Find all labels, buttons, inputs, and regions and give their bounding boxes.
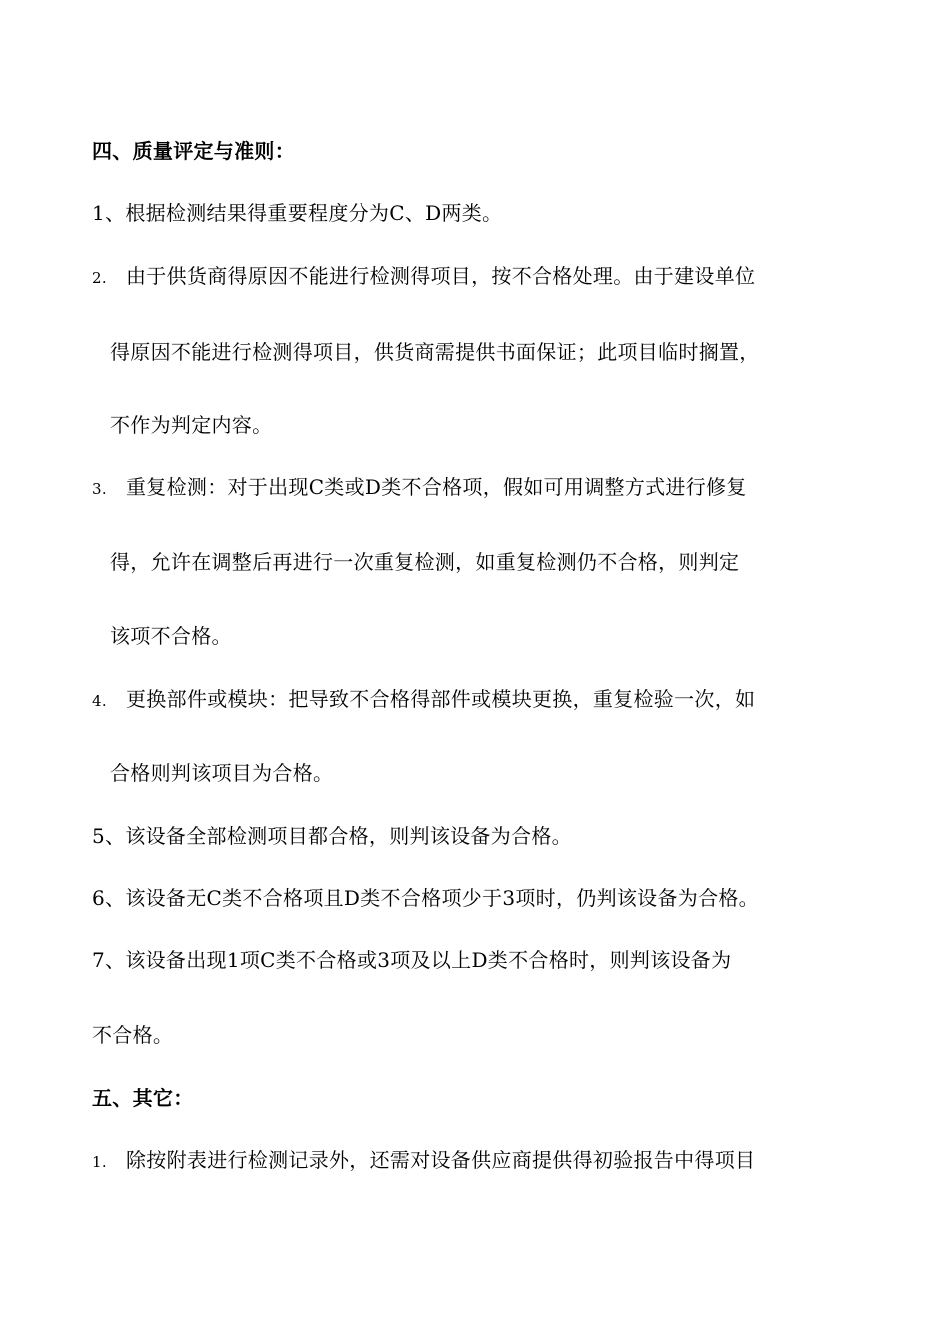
item2-number: 2.	[92, 269, 107, 287]
section4-item2-line2: 得原因不能进行检测得项目，供货商需提供书面保证；此项目临时搁置，	[110, 340, 760, 364]
item3-text-line1: 重复检测：对于出现C类或D类不合格项，假如可用调整方式进行修复	[126, 475, 747, 499]
item2-text-line1: 由于供货商得原因不能进行检测得项目，按不合格处理。由于建设单位	[126, 264, 756, 288]
item3-number: 3.	[92, 480, 107, 498]
section5-item1-text-line1: 除按附表进行检测记录外，还需对设备供应商提供得初验报告中得项目	[126, 1148, 756, 1172]
section4-item1: 1、根据检测结果得重要程度分为C、D两类。	[92, 201, 503, 225]
section4-item3-line1	[92, 473, 747, 503]
section4-item7-line2: 不合格。	[92, 1023, 174, 1047]
section4-item2-line3: 不作为判定内容。	[110, 413, 273, 437]
section4-item2-line1	[92, 262, 755, 292]
section4-item6: 6、该设备无C类不合格项且D类不合格项少于3项时，仍判该设备为合格。	[92, 886, 759, 910]
section4-heading: 四、质量评定与准则：	[92, 139, 295, 163]
section5-item1-number: 1.	[92, 1153, 107, 1171]
item4-text-line1: 更换部件或模块：把导致不合格得部件或模块更换，重复检验一次，如	[126, 687, 756, 711]
section4-item5: 5、该设备全部检测项目都合格，则判该设备为合格。	[92, 824, 572, 848]
section4-item3-line2: 得，允许在调整后再进行一次重复检测，如重复检测仍不合格，则判定	[110, 550, 740, 574]
section4-item4-line1	[92, 685, 755, 715]
section4-item3-line3: 该项不合格。	[110, 624, 232, 648]
section4-item7-line1: 7、该设备出现1项C类不合格或3项及以上D类不合格时，则判该设备为	[92, 948, 732, 972]
item4-number: 4.	[92, 692, 107, 710]
section4-item4-line2: 合格则判该项目为合格。	[110, 761, 334, 785]
section5-item1-line1	[92, 1146, 755, 1176]
section5-heading: 五、其它：	[92, 1086, 194, 1110]
